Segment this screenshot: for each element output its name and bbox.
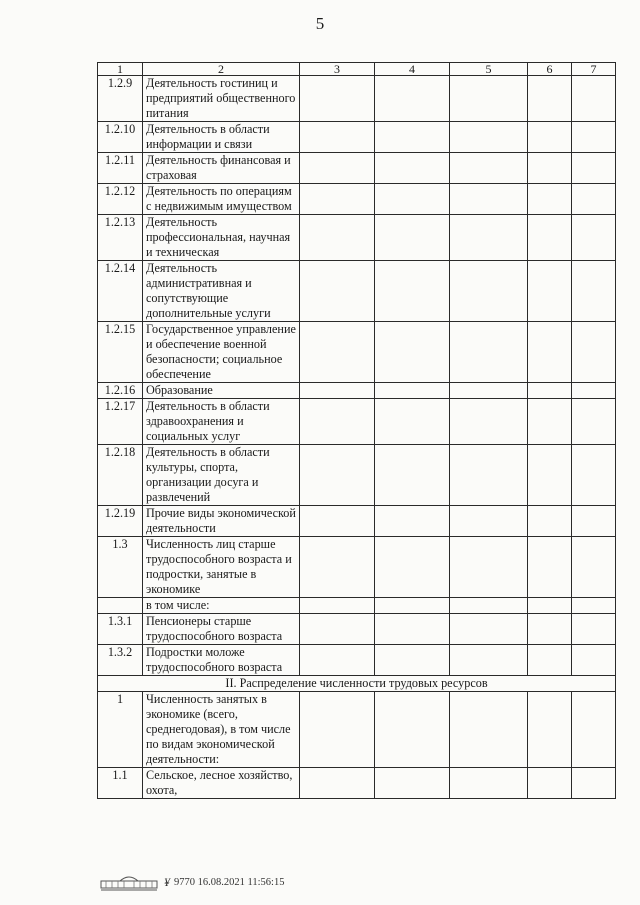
empty-cell bbox=[450, 614, 528, 645]
empty-cell bbox=[572, 322, 616, 383]
empty-cell bbox=[300, 537, 375, 598]
empty-cell bbox=[572, 768, 616, 799]
empty-cell bbox=[528, 261, 572, 322]
empty-cell bbox=[528, 537, 572, 598]
empty-cell bbox=[300, 768, 375, 799]
empty-cell bbox=[528, 122, 572, 153]
empty-cell bbox=[300, 215, 375, 261]
empty-cell bbox=[300, 692, 375, 768]
row-code: 1.2.9 bbox=[98, 76, 143, 122]
empty-cell bbox=[572, 215, 616, 261]
column-header: 2 bbox=[143, 63, 300, 76]
empty-cell bbox=[375, 506, 450, 537]
empty-cell bbox=[300, 399, 375, 445]
table-row bbox=[98, 153, 616, 184]
row-code: 1.3.2 bbox=[98, 645, 143, 676]
empty-cell bbox=[300, 645, 375, 676]
row-name: Деятельность в области здравоохранения и социальных услуг bbox=[143, 399, 300, 445]
empty-cell bbox=[450, 215, 528, 261]
row-name: Деятельность гостиниц и предприятий общественного питания bbox=[143, 76, 300, 122]
table-row bbox=[98, 614, 616, 645]
empty-cell bbox=[572, 506, 616, 537]
table-row bbox=[98, 76, 616, 122]
row-name: Образование bbox=[143, 383, 300, 399]
empty-cell bbox=[450, 76, 528, 122]
row-code: 1.2.11 bbox=[98, 153, 143, 184]
empty-cell bbox=[450, 692, 528, 768]
row-name: Деятельность в области культуры, спорта, организации досуга и развлечений bbox=[143, 445, 300, 506]
row-name: Численность лиц старше трудоспособного возраста и подростки, занятые в экономике bbox=[143, 537, 300, 598]
empty-cell bbox=[450, 184, 528, 215]
empty-cell bbox=[572, 383, 616, 399]
row-code: 1.2.14 bbox=[98, 261, 143, 322]
empty-cell bbox=[450, 506, 528, 537]
empty-cell bbox=[375, 645, 450, 676]
empty-cell bbox=[572, 645, 616, 676]
empty-cell bbox=[572, 537, 616, 598]
empty-cell bbox=[300, 614, 375, 645]
empty-cell bbox=[572, 122, 616, 153]
empty-cell bbox=[528, 598, 572, 614]
table-row bbox=[98, 383, 616, 399]
row-name: Пенсионеры старше трудоспособного возраста bbox=[143, 614, 300, 645]
row-name: Деятельность в области информации и связи bbox=[143, 122, 300, 153]
column-header: 5 bbox=[450, 63, 528, 76]
empty-cell bbox=[450, 768, 528, 799]
empty-cell bbox=[450, 153, 528, 184]
empty-cell bbox=[375, 215, 450, 261]
document-mark: ¥ bbox=[164, 874, 170, 889]
section-title: II. Распределение численности трудовых ресурсов bbox=[98, 676, 616, 692]
empty-cell bbox=[375, 122, 450, 153]
empty-cell bbox=[528, 645, 572, 676]
row-name: Прочие виды экономической деятельности bbox=[143, 506, 300, 537]
row-code: 1.2.13 bbox=[98, 215, 143, 261]
page-number: 5 bbox=[315, 14, 325, 33]
table-row bbox=[98, 768, 616, 799]
empty-cell bbox=[528, 445, 572, 506]
document-footer bbox=[98, 872, 284, 892]
row-code: 1.2.15 bbox=[98, 322, 143, 383]
row-name: Деятельность административная и сопутствующие дополнительные услуги bbox=[143, 261, 300, 322]
empty-cell bbox=[528, 768, 572, 799]
empty-cell bbox=[572, 445, 616, 506]
empty-cell bbox=[572, 261, 616, 322]
table-row bbox=[98, 261, 616, 322]
table-row bbox=[98, 598, 616, 614]
row-code: 1.2.16 bbox=[98, 383, 143, 399]
table-row bbox=[98, 692, 616, 768]
empty-cell bbox=[528, 614, 572, 645]
empty-cell bbox=[300, 184, 375, 215]
empty-cell bbox=[300, 76, 375, 122]
empty-cell bbox=[375, 383, 450, 399]
row-code: 1.3.1 bbox=[98, 614, 143, 645]
table-row bbox=[98, 215, 616, 261]
empty-cell bbox=[450, 445, 528, 506]
column-header: 4 bbox=[375, 63, 450, 76]
empty-cell bbox=[572, 692, 616, 768]
row-code: 1 bbox=[98, 692, 143, 768]
empty-cell bbox=[300, 122, 375, 153]
document-registration-info: 9770 16.08.2021 11:56:15 bbox=[174, 876, 285, 888]
empty-cell bbox=[450, 261, 528, 322]
empty-cell bbox=[572, 614, 616, 645]
table-row bbox=[98, 122, 616, 153]
row-code: 1.2.12 bbox=[98, 184, 143, 215]
empty-cell bbox=[300, 506, 375, 537]
empty-cell bbox=[450, 122, 528, 153]
empty-cell bbox=[450, 598, 528, 614]
empty-cell bbox=[450, 537, 528, 598]
empty-cell bbox=[528, 184, 572, 215]
table-row bbox=[98, 399, 616, 445]
empty-cell bbox=[375, 768, 450, 799]
empty-cell bbox=[450, 322, 528, 383]
row-code: 1.1 bbox=[98, 768, 143, 799]
empty-cell bbox=[528, 215, 572, 261]
table-row bbox=[98, 537, 616, 598]
empty-cell bbox=[528, 399, 572, 445]
column-header: 6 bbox=[528, 63, 572, 76]
empty-cell bbox=[375, 537, 450, 598]
table-row bbox=[98, 506, 616, 537]
row-code: 1.2.10 bbox=[98, 122, 143, 153]
empty-cell bbox=[528, 153, 572, 184]
building-stamp-icon bbox=[98, 872, 160, 892]
column-header: 3 bbox=[300, 63, 375, 76]
empty-cell bbox=[300, 322, 375, 383]
empty-cell bbox=[450, 399, 528, 445]
row-code: 1.2.19 bbox=[98, 506, 143, 537]
section-row bbox=[98, 676, 616, 692]
empty-cell bbox=[528, 383, 572, 399]
empty-cell bbox=[375, 399, 450, 445]
empty-cell bbox=[375, 692, 450, 768]
empty-cell bbox=[572, 399, 616, 445]
statistics-table bbox=[97, 62, 616, 799]
table-row bbox=[98, 322, 616, 383]
empty-cell bbox=[528, 322, 572, 383]
row-name: Деятельность по операциям с недвижимым имуществом bbox=[143, 184, 300, 215]
row-name: Деятельность профессиональная, научная и техническая bbox=[143, 215, 300, 261]
row-code: 1.2.18 bbox=[98, 445, 143, 506]
row-name: Сельское, лесное хозяйство, охота, bbox=[143, 768, 300, 799]
table-row bbox=[98, 184, 616, 215]
empty-cell bbox=[300, 598, 375, 614]
empty-cell bbox=[572, 598, 616, 614]
empty-cell bbox=[572, 76, 616, 122]
empty-cell bbox=[300, 383, 375, 399]
empty-cell bbox=[300, 153, 375, 184]
row-name: Деятельность финансовая и страховая bbox=[143, 153, 300, 184]
empty-cell bbox=[528, 692, 572, 768]
row-name: Государственное управление и обеспечение военной безопасности; социальное обеспечение bbox=[143, 322, 300, 383]
empty-cell bbox=[450, 383, 528, 399]
row-code: 1.2.17 bbox=[98, 399, 143, 445]
row-code bbox=[98, 598, 143, 614]
column-header: 1 bbox=[98, 63, 143, 76]
empty-cell bbox=[375, 153, 450, 184]
empty-cell bbox=[375, 445, 450, 506]
empty-cell bbox=[572, 184, 616, 215]
table-row bbox=[98, 645, 616, 676]
empty-cell bbox=[300, 445, 375, 506]
empty-cell bbox=[375, 598, 450, 614]
column-number-row bbox=[98, 63, 616, 76]
empty-cell bbox=[572, 153, 616, 184]
table-row bbox=[98, 445, 616, 506]
empty-cell bbox=[375, 261, 450, 322]
empty-cell bbox=[450, 645, 528, 676]
empty-cell bbox=[375, 184, 450, 215]
row-name: Подростки моложе трудоспособного возраста bbox=[143, 645, 300, 676]
empty-cell bbox=[375, 614, 450, 645]
empty-cell bbox=[375, 322, 450, 383]
column-header: 7 bbox=[572, 63, 616, 76]
empty-cell bbox=[300, 261, 375, 322]
row-name: в том числе: bbox=[143, 598, 300, 614]
empty-cell bbox=[528, 76, 572, 122]
row-name: Численность занятых в экономике (всего, среднегодовая), в том числе по видам экономической деятельности: bbox=[143, 692, 300, 768]
empty-cell bbox=[528, 506, 572, 537]
row-code: 1.3 bbox=[98, 537, 143, 598]
empty-cell bbox=[375, 76, 450, 122]
